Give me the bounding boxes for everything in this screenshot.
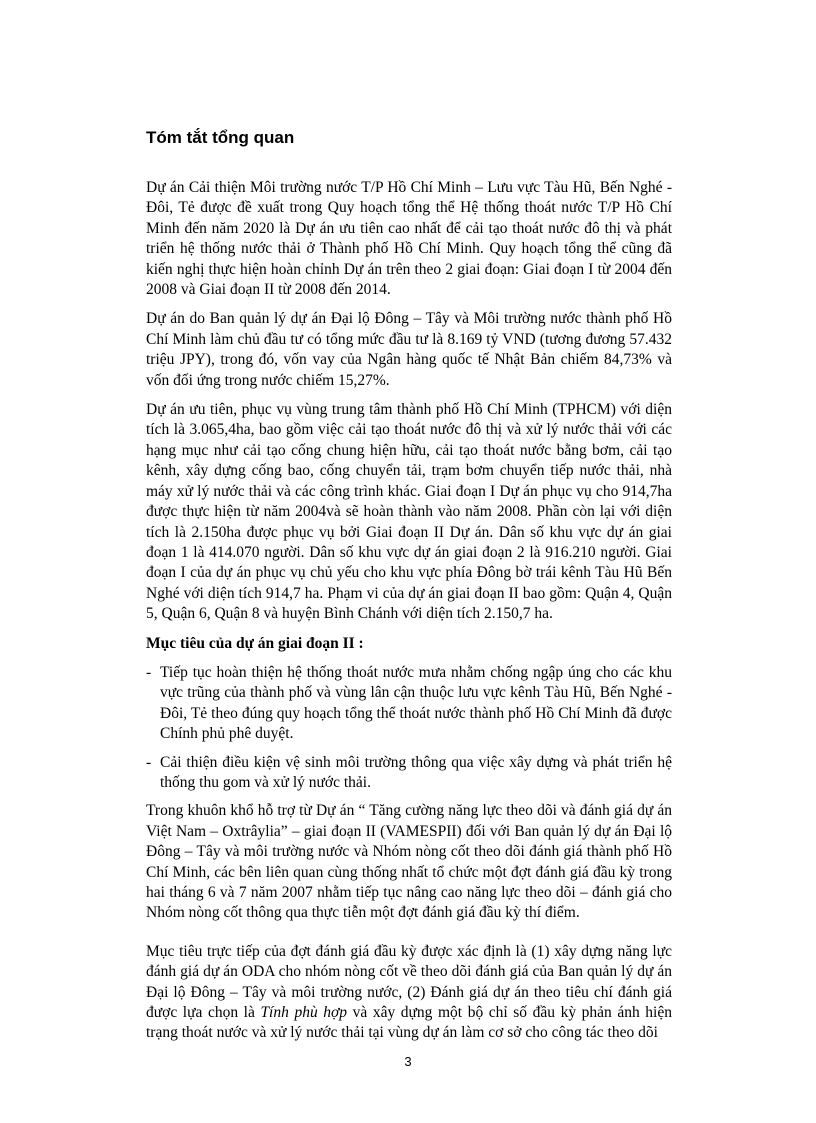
objective-item (146, 753, 672, 794)
paragraph-project-overview: Dự án Cải thiện Môi trường nước T/P Hồ Chí Minh – Lưu vực Tàu Hũ, Bến Nghé - Đôi, Tẻ được đề xuất trong Quy hoạch tổng thể Hệ thống thoát nước T/P Hồ Chí Minh đến năm 2020 là Dự án ưu tiên cao nhất để cải tạo thoát nước đô thị và phát triển hệ thống nước thải ở Thành phố Hồ Chí Minh. Quy hoạch tổng thể cũng đã kiến nghị thực hiện hoàn chỉnh Dự án trên theo 2 giai đoạn: Giai đoạn I từ 2004 đến 2008 và Giai đoạn II từ 2008 đến 2014. (146, 179, 672, 299)
objective-text: Cải thiện điều kiện vệ sinh môi trường thông qua việc xây dựng và phát triển hệ thống thu gom và xử lý nước thải. (160, 753, 672, 791)
page-number: 3 (404, 1054, 412, 1069)
objectives-heading: Mục tiêu của dự án giai đoạn II : (146, 634, 364, 652)
objective-item (146, 663, 672, 745)
objective-text: Tiếp tục hoàn thiện hệ thống thoát nước mưa nhằm chống ngập úng cho các khu vực trũng của thành phố và vùng lân cận thuộc lưu vực kênh Tàu Hũ, Bến Nghé - Đôi, Tẻ theo đúng quy hoạch tổng thể thoát nước thành phố Hồ Chí Minh đã được Chính phủ phê duyệt. (160, 663, 672, 743)
criterion-relevance: Tính phù hợp (260, 1004, 348, 1022)
paragraph-investment: Dự án do Ban quản lý dự án Đại lộ Đông – Tây và Môi trường nước thành phố Hồ Chí Minh làm chủ đầu tư có tổng mức đầu tư là 8.169 tỷ VND (tương đương 57.432 triệu JPY), trong đó, vốn vay của Ngân hàng quốc tế Nhật Bản chiếm 84,73% và vốn đối ứng trong nước chiếm 15,27%. (146, 310, 672, 389)
paragraph-scope: Dự án ưu tiên, phục vụ vùng trung tâm thành phố Hồ Chí Minh (TPHCM) với diện tích là 3.065,4ha, bao gồm việc cải tạo thoát nước đô thị và xử lý nước thải với các hạng mục như cải tạo cống chung hiện hữu, cải tạo thoát nước bằng bơm, cải tạo kênh, xây dựng cống bao, cống chuyển tải, trạm bơm chuyển tiếp nước thải, nhà máy xử lý nước thải và các công trình khác. Giai đoạn I Dự án phục vụ cho 914,7ha được thực hiện từ năm 2004và sẽ hoàn thành vào năm 2008. Phần còn lại với diện tích là 2.150ha được phục vụ bởi Giai đoạn II Dự án. Dân số khu vực dự án giai đoạn 1 là 414.070 người. Dân số khu vực dự án giai đoạn 2 là 916.210 người. Giai đoạn I của dự án phục vụ chủ yếu cho khu vực phía Đông bờ trái kênh Tàu Hũ Bến Nghé với diện tích 914,7 ha. Phạm vi của dự án giai đoạn II bao gồm: Quận 4, Quận 5, Quận 6, Quận 8 và huyện Bình Chánh với diện tích 2.150,7 ha. (146, 401, 672, 623)
paragraph-vamespii-support: Trong khuôn khổ hỗ trợ từ Dự án “ Tăng cường năng lực theo dõi và đánh giá dự án Việt Nam – Oxtrâylia” – giai đoạn II (VAMESPII) đối với Ban quản lý dự án Đại lộ Đông – Tây và môi trường nước và Nhóm nòng cốt theo dõi đánh giá thành phố Hồ Chí Minh, các bên liên quan cùng thống nhất tổ chức một đợt đánh giá đầu kỳ trong hai tháng 6 và 7 năm 2007 nhằm tiếp tục nâng cao năng lực theo dõi – đánh giá cho Nhóm nòng cốt thông qua thực tiễn một đợt đánh giá đầu kỳ thí điểm. (146, 802, 672, 922)
bullet-marker: - (146, 663, 152, 681)
paragraph-evaluation-goals (146, 942, 672, 1044)
evaluation-goals-text-cont: và xây dựng một bộ chỉ số đầu kỳ phản ánh hiện trạng thoát nước và xử lý nước thải tại vùng dự án làm cơ sở cho công tác theo dõi (146, 1004, 672, 1042)
document-body (146, 178, 672, 1053)
bullet-marker: - (146, 753, 152, 771)
section-title: Tóm tắt tổng quan (146, 128, 295, 147)
evaluation-goals-text: Mục tiêu trực tiếp của đợt đánh giá đầu kỳ được xác định là (1) xây dựng năng lực đánh giá dự án ODA cho nhóm nòng cốt về theo dõi đánh giá của Ban quản lý dự án Đại lộ Đông – Tây và môi trường nước, (2) Đánh giá dự án theo tiêu chí đánh giá được lựa chọn là (146, 942, 672, 1022)
